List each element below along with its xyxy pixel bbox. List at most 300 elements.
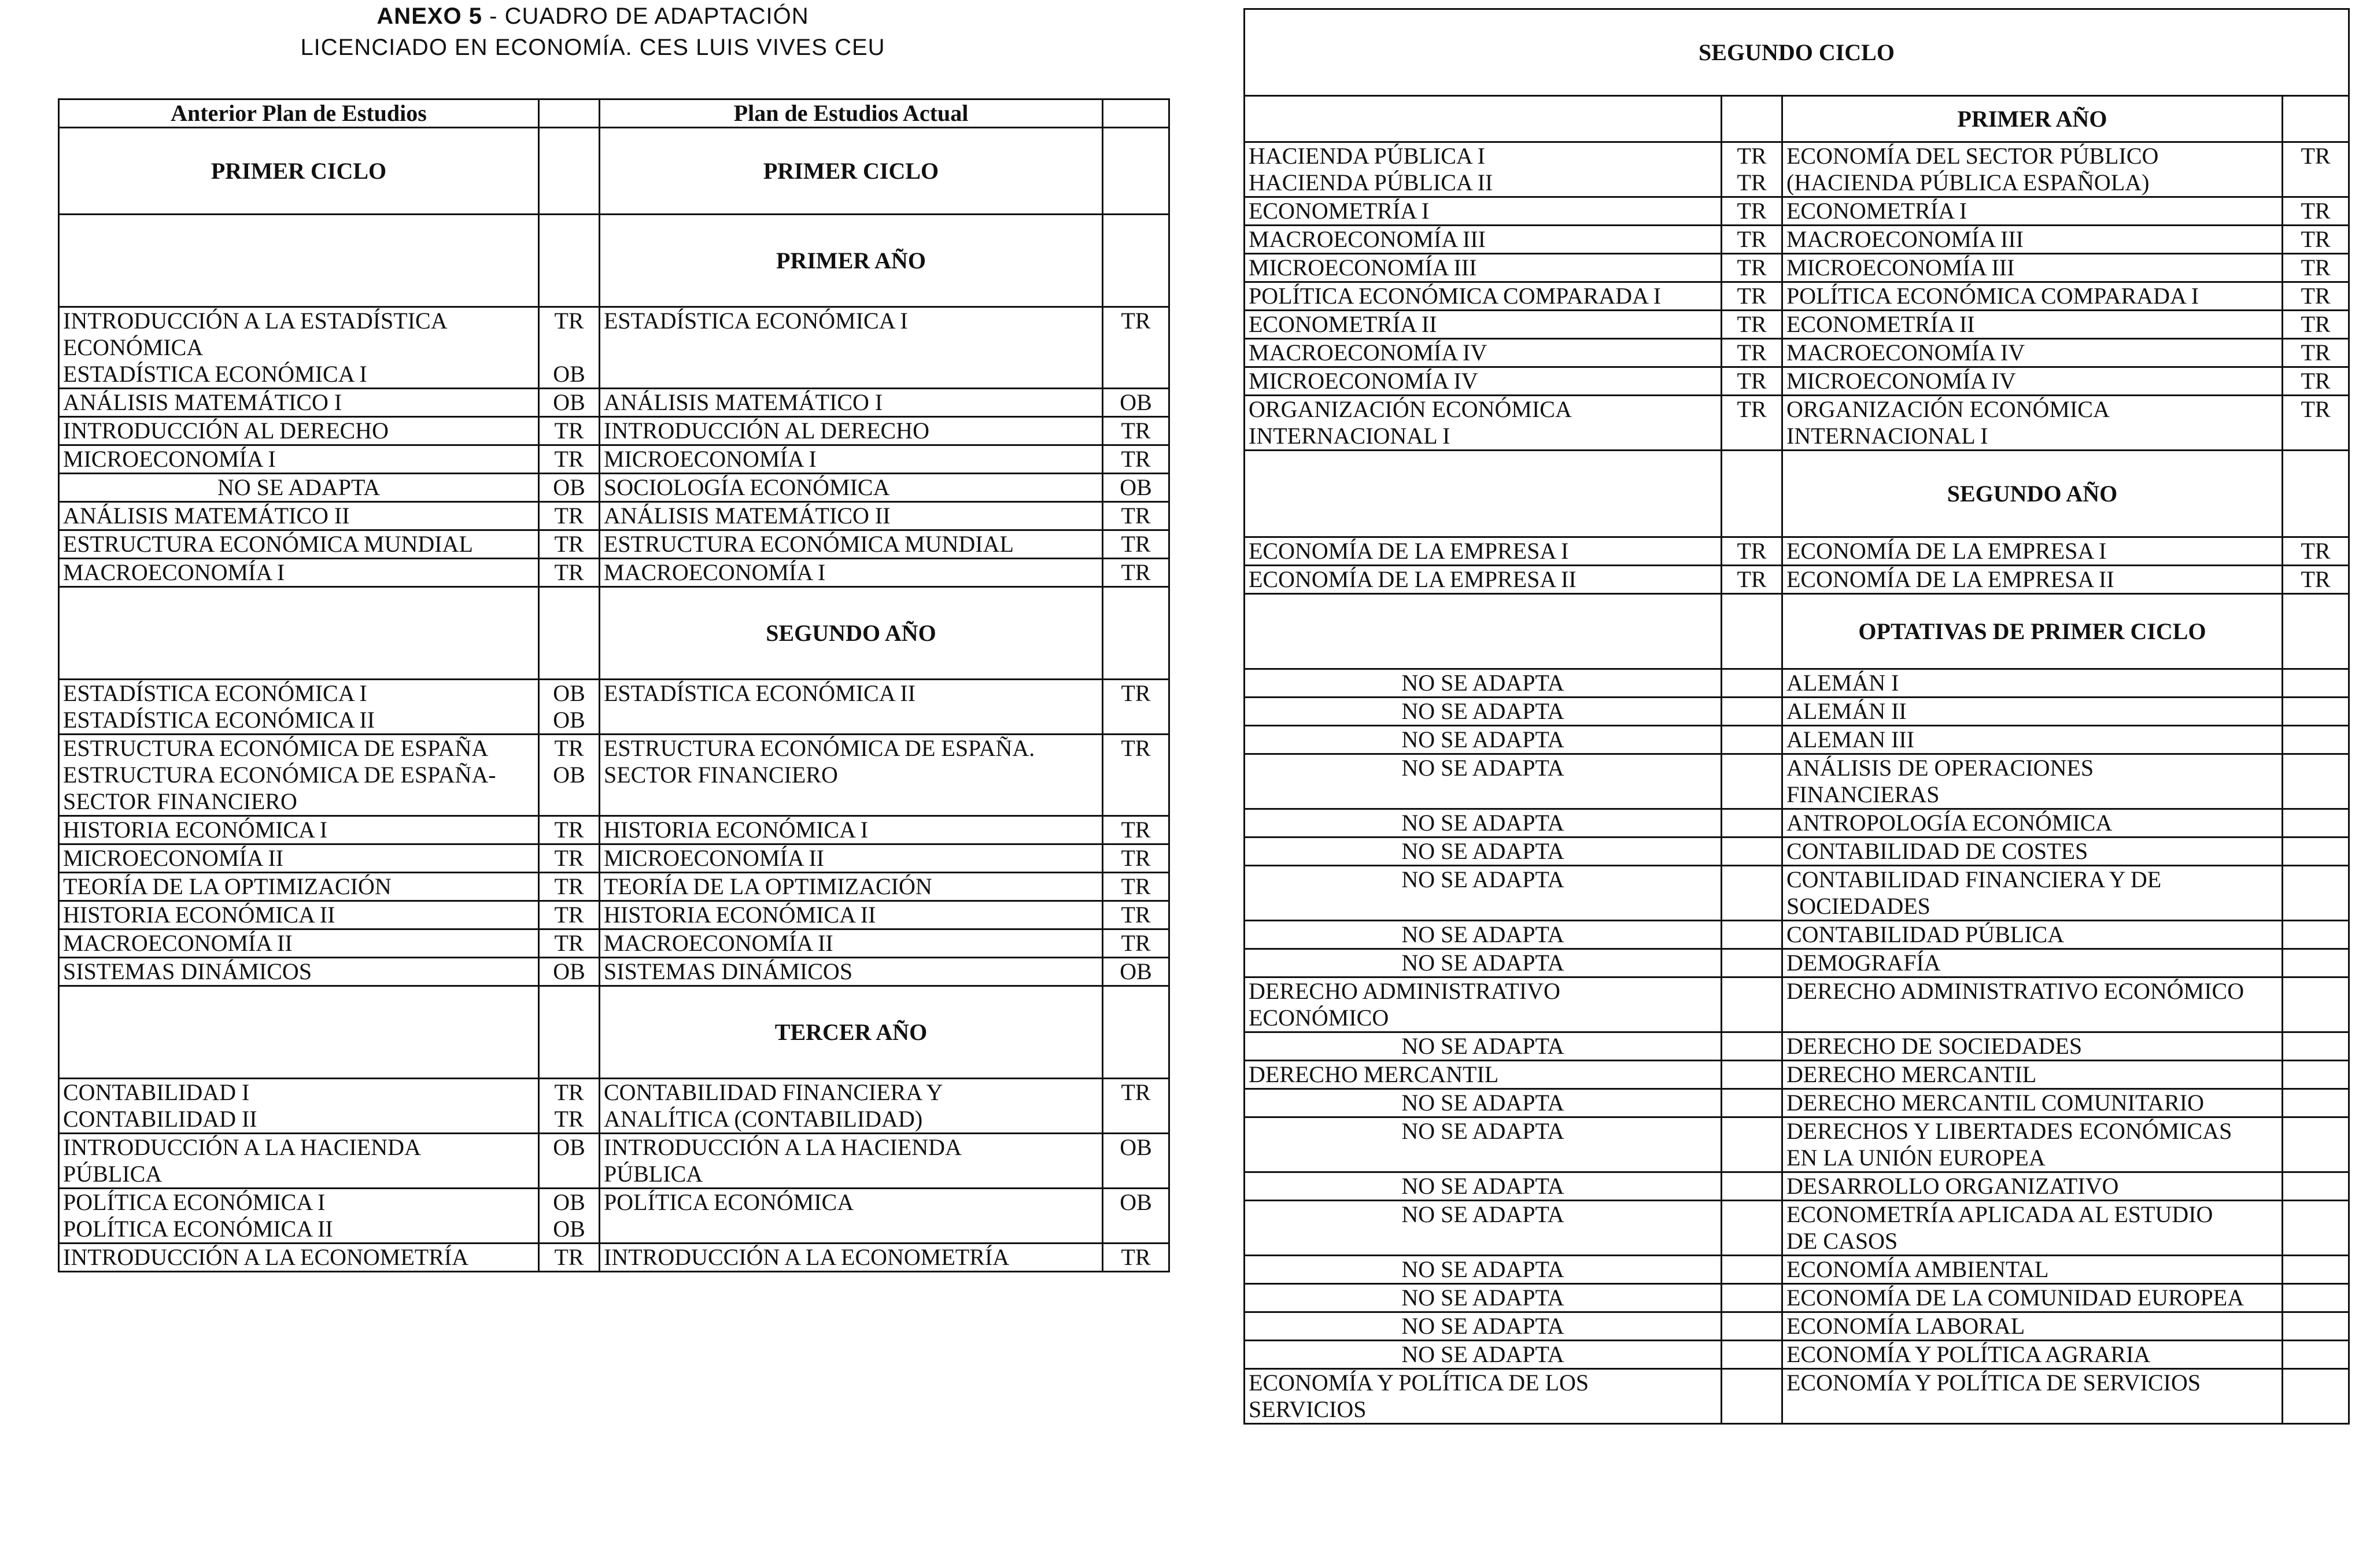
old-subject: CONTABILIDAD II	[63, 1106, 257, 1132]
old-subject-cell	[1245, 1172, 1722, 1201]
table-row	[59, 929, 1169, 958]
old-type-cell	[1722, 1172, 1782, 1201]
old-subject-cell	[59, 1189, 539, 1244]
old-type-code: TR	[1737, 396, 1767, 422]
right-year2-body	[1245, 537, 2349, 594]
old-type-code: TR	[1737, 198, 1767, 224]
new-subject-cell	[600, 901, 1103, 929]
old-type-code	[1726, 423, 1778, 449]
old-type-cell	[1722, 809, 1782, 838]
year-row	[1245, 594, 2349, 669]
new-subject: INTERNACIONAL I	[1786, 423, 1988, 449]
new-type-cell	[2283, 1061, 2349, 1089]
old-type-cell	[1722, 921, 1782, 949]
old-subject-cell	[59, 680, 539, 735]
old-subject-cell	[1245, 226, 1722, 254]
new-type-code: TR	[2301, 566, 2331, 592]
old-subject: MICROECONOMÍA IV	[1249, 368, 1478, 394]
old-type-code: TR	[1737, 226, 1767, 252]
new-subject: MACROECONOMÍA I	[604, 559, 826, 585]
old-subject: DERECHO ADMINISTRATIVO	[1249, 978, 1560, 1004]
new-subject: ANÁLISIS MATEMÁTICO II	[604, 503, 891, 529]
new-type-cell	[2283, 282, 2349, 311]
table-row	[1245, 1256, 2349, 1284]
old-type-code: TR	[554, 1079, 584, 1105]
old-type-code: TR	[554, 902, 584, 928]
new-subject: POLÍTICA ECONÓMICA	[604, 1189, 854, 1215]
new-subject: ECONOMÍA DE LA COMUNIDAD EUROPEA	[1786, 1285, 2244, 1311]
old-type-cell	[1722, 1284, 1782, 1312]
new-subject: ORGANIZACIÓN ECONÓMICA	[1786, 396, 2110, 422]
table-row	[1245, 1032, 2349, 1061]
new-type-cell	[2283, 254, 2349, 282]
column-header-row	[59, 99, 1169, 128]
old-subject: ECONOMÍA DE LA EMPRESA II	[1249, 566, 1577, 592]
new-subject-cell	[1782, 1061, 2283, 1089]
old-type-code: TR	[554, 817, 584, 843]
old-subject: TEORÍA DE LA OPTIMIZACIÓN	[63, 873, 392, 899]
new-subject: ESTRUCTURA ECONÓMICA MUNDIAL	[604, 531, 1014, 557]
old-type-cell	[1722, 254, 1782, 282]
old-type-cell	[1722, 1089, 1782, 1117]
old-subject: ECONOMÍA DE LA EMPRESA I	[1249, 538, 1569, 564]
old-type-cell	[539, 530, 600, 559]
table-row	[1245, 339, 2349, 367]
old-type-code: TR	[554, 1106, 584, 1132]
new-type-cell	[2283, 1341, 2349, 1369]
old-type-code: TR	[554, 308, 584, 334]
new-type-code: OB	[1120, 474, 1152, 500]
old-type-code: TR	[1737, 143, 1767, 169]
table-row	[1245, 226, 2349, 254]
ciclo-row	[1245, 9, 2349, 96]
old-subject-cell	[1245, 726, 1722, 754]
old-subject-cell	[1245, 754, 1722, 809]
new-subject: SOCIOLOGÍA ECONÓMICA	[604, 474, 890, 500]
old-type-code: TR	[1737, 283, 1767, 309]
new-subject: CONTABILIDAD FINANCIERA Y DE	[1786, 866, 2162, 892]
old-type-cell	[539, 816, 600, 844]
old-type-cell	[539, 901, 600, 929]
table-row	[1245, 754, 2349, 809]
new-type-cell	[2283, 698, 2349, 726]
table-row	[59, 1134, 1169, 1189]
new-subject-cell	[600, 307, 1103, 389]
new-type-cell	[2283, 866, 2349, 921]
table-row	[1245, 396, 2349, 451]
new-subject: ECONOMETRÍA APLICADA AL ESTUDIO	[1786, 1201, 2213, 1227]
table-row	[59, 873, 1169, 901]
table-row	[1245, 1089, 2349, 1117]
new-subject-cell	[600, 1189, 1103, 1244]
old-type-code: OB	[553, 474, 585, 500]
new-subject-cell	[600, 844, 1103, 873]
new-subject-cell	[600, 445, 1103, 474]
old-subject-cell	[1245, 311, 1722, 339]
new-subject: ANTROPOLOGÍA ECONÓMICA	[1786, 810, 2113, 836]
old-subject: NO SE ADAPTA	[1401, 1285, 1564, 1311]
old-subject: INTRODUCCIÓN A LA ECONOMETRÍA	[63, 1244, 469, 1270]
new-subject-cell	[600, 474, 1103, 502]
table-row	[59, 958, 1169, 986]
old-subject: INTRODUCCIÓN A LA HACIENDA	[63, 1134, 421, 1160]
new-subject: MACROECONOMÍA II	[604, 930, 833, 956]
new-type-cell	[1103, 307, 1169, 389]
table-row	[1245, 1369, 2349, 1424]
old-subject-cell	[1245, 669, 1722, 698]
old-subject: NO SE ADAPTA	[1401, 1256, 1564, 1282]
old-subject: ESTADÍSTICA ECONÓMICA I	[63, 680, 367, 706]
old-type-code: TR	[554, 503, 584, 529]
new-subject: (HACIENDA PÚBLICA ESPAÑOLA)	[1786, 169, 2150, 195]
new-subject-cell	[600, 389, 1103, 417]
new-subject-cell	[1782, 669, 2283, 698]
old-subject: SECTOR FINANCIERO	[63, 788, 297, 814]
new-subject: DERECHO MERCANTIL COMUNITARIO	[1786, 1090, 2204, 1116]
table-row	[59, 1189, 1169, 1244]
old-subject: ECONÓMICO	[1249, 1005, 1389, 1031]
old-type-cell	[539, 559, 600, 587]
col-old-plan-header: Anterior Plan de Estudios	[59, 99, 539, 128]
old-subject: ANÁLISIS MATEMÁTICO II	[63, 503, 350, 529]
new-subject-cell	[1782, 282, 2283, 311]
new-subject: POLÍTICA ECONÓMICA COMPARADA I	[1786, 283, 2199, 309]
old-type-cell	[1722, 1312, 1782, 1341]
old-subject: NO SE ADAPTA	[1401, 1313, 1564, 1339]
new-subject: ECONOMETRÍA I	[1786, 198, 1967, 224]
new-subject: INTRODUCCIÓN A LA HACIENDA	[604, 1134, 962, 1160]
new-subject-cell	[1782, 1284, 2283, 1312]
old-subject: POLÍTICA ECONÓMICA I	[63, 1189, 326, 1215]
year-heading-1: PRIMER AÑO	[600, 215, 1103, 307]
old-type-cell	[1722, 949, 1782, 977]
new-subject-cell	[1782, 142, 2283, 197]
ciclo-new-heading: PRIMER CICLO	[600, 128, 1103, 215]
new-subject: ECONOMÍA Y POLÍTICA DE SERVICIOS	[1786, 1370, 2201, 1396]
old-type-cell	[1722, 396, 1782, 451]
left-year3-body	[59, 1079, 1169, 1272]
new-subject-cell	[1782, 339, 2283, 367]
new-type-cell	[1103, 530, 1169, 559]
new-type-cell	[2283, 754, 2349, 809]
old-type-code: TR	[554, 873, 584, 899]
old-type-code: TR	[1737, 566, 1767, 592]
old-type-code: TR	[554, 735, 584, 761]
old-subject-cell	[1245, 1284, 1722, 1312]
old-subject: ESTADÍSTICA ECONÓMICA II	[63, 707, 375, 733]
old-type-cell	[539, 1189, 600, 1244]
table-row	[1245, 566, 2349, 594]
new-subject-cell	[1782, 698, 2283, 726]
new-subject: INTRODUCCIÓN AL DERECHO	[604, 418, 929, 444]
new-subject: ECONOMETRÍA II	[1786, 311, 1975, 337]
new-type-cell	[2283, 197, 2349, 226]
new-subject-cell	[1782, 809, 2283, 838]
old-type-code: OB	[553, 1134, 585, 1160]
new-subject: ESTADÍSTICA ECONÓMICA I	[604, 308, 908, 334]
old-type-code: TR	[1737, 311, 1767, 337]
old-type-cell	[1722, 566, 1782, 594]
old-subject: ESTRUCTURA ECONÓMICA MUNDIAL	[63, 531, 473, 557]
old-type-cell	[539, 735, 600, 816]
new-type-cell	[2283, 726, 2349, 754]
new-subject-cell	[1782, 1172, 2283, 1201]
new-type-cell	[2283, 311, 2349, 339]
new-subject: SECTOR FINANCIERO	[604, 762, 838, 788]
table-row	[1245, 809, 2349, 838]
table-row	[1245, 197, 2349, 226]
old-type-cell	[1722, 698, 1782, 726]
year-heading-2: SEGUNDO AÑO	[600, 587, 1103, 680]
new-subject: ECONOMÍA LABORAL	[1786, 1313, 2025, 1339]
old-subject: NO SE ADAPTA	[1401, 1341, 1564, 1367]
old-type-cell	[1722, 838, 1782, 866]
new-type-code: TR	[1121, 559, 1151, 585]
new-subject: SISTEMAS DINÁMICOS	[604, 958, 853, 984]
old-subject-cell	[1245, 142, 1722, 197]
old-subject-cell	[1245, 1312, 1722, 1341]
new-subject: ALEMÁN I	[1786, 670, 1899, 696]
old-subject-cell	[59, 417, 539, 445]
old-subject: ESTRUCTURA ECONÓMICA DE ESPAÑA-	[63, 762, 496, 788]
new-type-code: TR	[2301, 143, 2331, 169]
right-optativas-body	[1245, 669, 2349, 1424]
old-subject: NO SE ADAPTA	[1401, 726, 1564, 752]
segundo-ciclo-heading: SEGUNDO CICLO	[1245, 9, 2349, 96]
new-type-code: OB	[1120, 1134, 1152, 1160]
old-subject: ECONÓMICA	[63, 334, 204, 360]
new-subject-cell	[600, 530, 1103, 559]
old-type-cell	[1722, 726, 1782, 754]
year-row	[59, 986, 1169, 1079]
new-type-cell	[2283, 1284, 2349, 1312]
table-row	[59, 307, 1169, 389]
old-subject-cell	[59, 901, 539, 929]
table-row	[1245, 367, 2349, 396]
old-subject: ECONOMÍA Y POLÍTICA DE LOS	[1249, 1370, 1589, 1396]
new-subject: ECONOMÍA Y POLÍTICA AGRARIA	[1786, 1341, 2151, 1367]
old-subject: HISTORIA ECONÓMICA I	[63, 817, 328, 843]
new-type-cell	[1103, 1079, 1169, 1134]
old-type-cell	[1722, 282, 1782, 311]
old-subject: MACROECONOMÍA III	[1249, 226, 1486, 252]
old-subject: MICROECONOMÍA II	[63, 845, 284, 871]
new-subject-cell	[1782, 1117, 2283, 1172]
col-new-plan-header: Plan de Estudios Actual	[600, 99, 1103, 128]
new-subject: INTRODUCCIÓN A LA ECONOMETRÍA	[604, 1244, 1010, 1270]
table-row	[1245, 254, 2349, 282]
table-row	[1245, 311, 2349, 339]
old-subject-cell	[1245, 698, 1722, 726]
new-subject: DERECHO DE SOCIEDADES	[1786, 1033, 2083, 1059]
old-type-cell	[1722, 669, 1782, 698]
old-subject: SISTEMAS DINÁMICOS	[63, 958, 312, 984]
old-subject: MACROECONOMÍA IV	[1249, 340, 1487, 366]
old-subject: INTERNACIONAL I	[1249, 423, 1450, 449]
new-subject: MACROECONOMÍA III	[1786, 226, 2024, 252]
old-type-cell	[1722, 1201, 1782, 1256]
old-subject: HACIENDA PÚBLICA II	[1249, 169, 1493, 195]
old-type-code: OB	[553, 1189, 585, 1215]
new-type-code: TR	[1121, 1244, 1151, 1270]
new-subject-cell	[1782, 977, 2283, 1032]
table-row	[1245, 921, 2349, 949]
new-type-code: TR	[1121, 531, 1151, 557]
new-type-cell	[2283, 921, 2349, 949]
new-type-code: TR	[2301, 538, 2331, 564]
table-row	[1245, 142, 2349, 197]
new-type-cell	[2283, 1256, 2349, 1284]
old-subject-cell	[59, 958, 539, 986]
new-subject-cell	[1782, 367, 2283, 396]
old-subject-cell	[59, 1244, 539, 1272]
old-subject: ESTRUCTURA ECONÓMICA DE ESPAÑA	[63, 735, 489, 761]
new-type-cell	[2283, 396, 2349, 451]
table-row	[1245, 1117, 2349, 1172]
table-row	[59, 901, 1169, 929]
table-row	[59, 559, 1169, 587]
new-type-code: TR	[1121, 446, 1151, 472]
old-type-code	[543, 1161, 595, 1187]
table-row	[1245, 1201, 2349, 1256]
old-type-cell	[1722, 226, 1782, 254]
new-subject-cell	[1782, 566, 2283, 594]
old-subject-cell	[59, 559, 539, 587]
old-subject-cell	[1245, 254, 1722, 282]
new-type-cell	[2283, 1032, 2349, 1061]
old-type-code: TR	[554, 531, 584, 557]
new-subject: ECONOMÍA DEL SECTOR PÚBLICO	[1786, 143, 2159, 169]
new-subject-cell	[600, 1079, 1103, 1134]
new-subject-cell	[1782, 949, 2283, 977]
new-type-cell	[2283, 367, 2349, 396]
old-type-code: TR	[1737, 254, 1767, 281]
old-type-code: OB	[553, 680, 585, 706]
new-subject: EN LA UNIÓN EUROPEA	[1786, 1145, 2046, 1171]
new-type-cell	[1103, 735, 1169, 816]
new-subject: MACROECONOMÍA IV	[1786, 340, 2025, 366]
new-type-code: TR	[2301, 254, 2331, 281]
old-subject: POLÍTICA ECONÓMICA COMPARADA I	[1249, 283, 1662, 309]
new-type-cell	[1103, 502, 1169, 530]
old-type-cell	[1722, 1032, 1782, 1061]
old-type-cell	[539, 929, 600, 958]
new-subject: HISTORIA ECONÓMICA I	[604, 817, 869, 843]
old-subject-cell	[1245, 949, 1722, 977]
old-subject-cell	[1245, 396, 1722, 451]
new-subject: MICROECONOMÍA III	[1786, 254, 2015, 281]
new-type-cell	[2283, 669, 2349, 698]
table-row	[1245, 949, 2349, 977]
old-subject: ECONOMETRÍA I	[1249, 198, 1430, 224]
new-type-cell	[2283, 339, 2349, 367]
old-subject: INTRODUCCIÓN A LA ESTADÍSTICA	[63, 308, 448, 334]
new-type-cell	[1103, 958, 1169, 986]
new-type-cell	[2283, 1369, 2349, 1424]
table-row	[59, 502, 1169, 530]
old-subject-cell	[1245, 1061, 1722, 1089]
old-subject: ANÁLISIS MATEMÁTICO I	[63, 389, 342, 415]
annex-subtitle: LICENCIADO EN ECONOMÍA. CES LUIS VIVES CEU	[300, 35, 885, 60]
new-type-code: OB	[1120, 1189, 1152, 1215]
old-subject-cell	[59, 735, 539, 816]
new-type-code: TR	[1121, 418, 1151, 444]
old-type-cell	[539, 1079, 600, 1134]
old-subject-cell	[1245, 809, 1722, 838]
old-type-code: OB	[553, 1216, 585, 1242]
old-subject: HISTORIA ECONÓMICA II	[63, 902, 335, 928]
old-type-cell	[539, 502, 600, 530]
new-subject-cell	[1782, 1341, 2283, 1369]
new-subject-cell	[1782, 754, 2283, 809]
new-type-code: TR	[1121, 735, 1151, 761]
new-subject: DE CASOS	[1786, 1228, 1898, 1254]
old-type-code: OB	[553, 762, 585, 788]
left-year1-body	[59, 307, 1169, 587]
year-row	[1245, 451, 2349, 537]
table-row	[59, 417, 1169, 445]
new-subject: ESTADÍSTICA ECONÓMICA II	[604, 680, 916, 706]
old-subject-cell	[1245, 339, 1722, 367]
new-subject: ALEMÁN II	[1786, 698, 1907, 724]
table-row	[59, 389, 1169, 417]
new-subject-cell	[1782, 254, 2283, 282]
new-type-cell	[2283, 1312, 2349, 1341]
old-subject: NO SE ADAPTA	[1401, 1033, 1564, 1059]
year-heading-1: PRIMER AÑO	[1782, 96, 2283, 142]
old-type-cell	[539, 680, 600, 735]
new-type-code: TR	[2301, 396, 2331, 422]
new-subject: ECONOMÍA DE LA EMPRESA I	[1786, 538, 2107, 564]
new-subject: DERECHO ADMINISTRATIVO ECONÓMICO	[1786, 978, 2244, 1004]
old-type-code: TR	[1737, 368, 1767, 394]
old-subject-cell	[1245, 282, 1722, 311]
old-subject: MACROECONOMÍA I	[63, 559, 285, 585]
old-type-code: TR	[554, 845, 584, 871]
year-row	[59, 215, 1169, 307]
new-subject-cell	[600, 417, 1103, 445]
old-type-cell	[1722, 1061, 1782, 1089]
old-subject: NO SE ADAPTA	[1401, 698, 1564, 724]
new-subject-cell	[600, 958, 1103, 986]
old-type-cell	[1722, 339, 1782, 367]
old-subject: NO SE ADAPTA	[1401, 670, 1564, 696]
new-type-cell	[1103, 417, 1169, 445]
old-type-cell	[1722, 1117, 1782, 1172]
table-row	[1245, 977, 2349, 1032]
year-heading-3: TERCER AÑO	[600, 986, 1103, 1079]
table-row	[1245, 838, 2349, 866]
new-type-cell	[1103, 901, 1169, 929]
table-row	[1245, 537, 2349, 566]
old-subject-cell	[1245, 1089, 1722, 1117]
old-type-cell	[1722, 866, 1782, 921]
table-row	[1245, 282, 2349, 311]
new-type-cell	[1103, 559, 1169, 587]
new-type-code: TR	[1121, 902, 1151, 928]
new-subject: FINANCIERAS	[1786, 781, 1940, 807]
old-type-cell	[1722, 754, 1782, 809]
new-type-cell	[1103, 929, 1169, 958]
new-subject: DERECHOS Y LIBERTADES ECONÓMICAS	[1786, 1118, 2232, 1144]
new-type-code: TR	[2301, 283, 2331, 309]
old-subject: PÚBLICA	[63, 1161, 163, 1187]
right-year1-body	[1245, 142, 2349, 451]
table-row	[1245, 1284, 2349, 1312]
table-row	[1245, 669, 2349, 698]
new-subject: ANALÍTICA (CONTABILIDAD)	[604, 1106, 923, 1132]
new-subject-cell	[1782, 1256, 2283, 1284]
